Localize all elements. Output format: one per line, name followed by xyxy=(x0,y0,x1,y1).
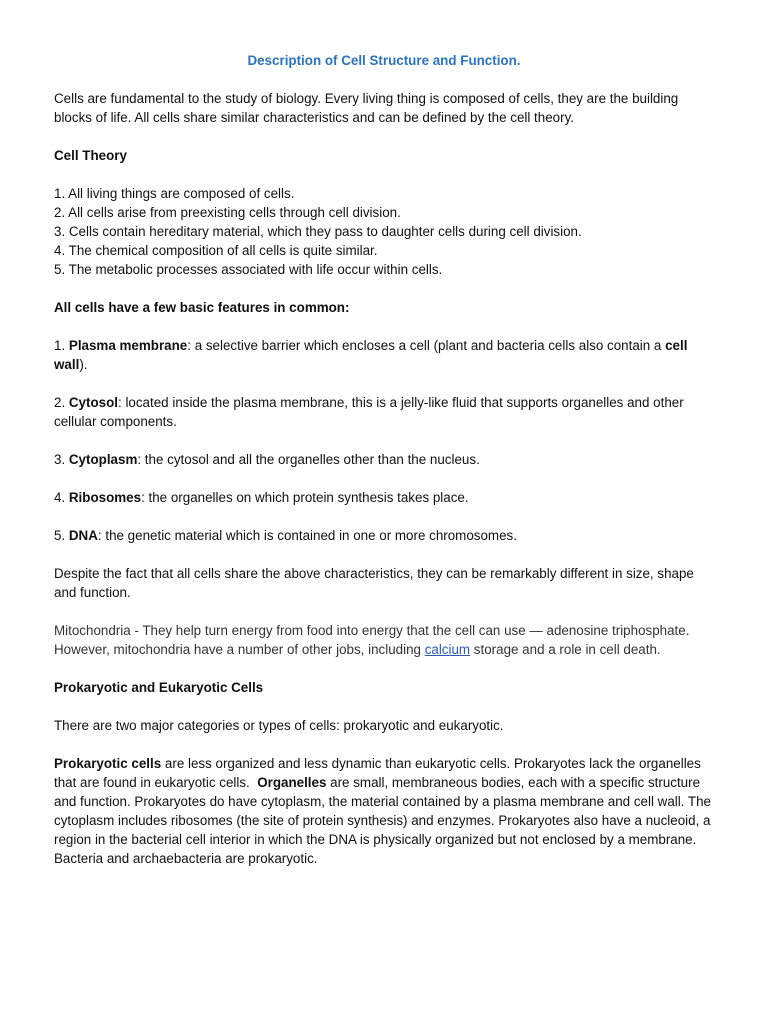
feature-term: Cytoplasm xyxy=(68,452,138,467)
cell-theory-heading: Cell Theory xyxy=(54,148,127,163)
feature-number: 5. xyxy=(54,528,69,543)
feature-number: 1. xyxy=(54,338,69,353)
organelles-text: are small, membraneous bodies, each with a specific structure and function. Prokaryotes do have cytoplasm, the material contained by a plasma membrane and cell wall. The cytoplasm includes ribosomes (the site of protein synthesis) and enzymes. Prokaryotes also have a nucleoid, a region in the bacterial cell interior in which the DNA is physically organized but not enclosed by a membrane. Bacteria and archaebacteria are prokaryotic. xyxy=(54,775,711,866)
list-item: 3. Cells contain hereditary material, which they pass to daughter cells during cell division. xyxy=(54,224,582,239)
feature-number: 3. xyxy=(54,452,69,467)
cell-theory-list xyxy=(54,184,714,279)
mito-text-after: storage and a role in cell death. xyxy=(470,642,661,657)
feature-text: : the genetic material which is contained in one or more chromosomes. xyxy=(97,528,517,543)
feature-term: Ribosomes xyxy=(68,490,142,505)
mitochondria-paragraph xyxy=(54,621,714,659)
despite-paragraph: Despite the fact that all cells share the above characteristics, they can be remarkably different in size, shape and function. xyxy=(54,566,694,600)
feature-item-plasma-membrane xyxy=(54,336,714,374)
feature-tail: ). xyxy=(79,357,88,372)
prokaryotic-eukaryotic-heading: Prokaryotic and Eukaryotic Cells xyxy=(54,680,264,695)
list-item: 2. All cells arise from preexisting cells through cell division. xyxy=(54,205,401,220)
feature-term: DNA xyxy=(68,528,98,543)
feature-text: : located inside the plasma membrane, this is a jelly-like fluid that supports organelles and other cellular components. xyxy=(54,395,684,429)
list-item: 4. The chemical composition of all cells is quite similar. xyxy=(54,243,378,258)
feature-term: Cytosol xyxy=(68,395,118,410)
feature-term-cell-wall: cell wall xyxy=(54,338,688,372)
feature-number: 2. xyxy=(54,395,69,410)
feature-item-dna xyxy=(54,526,714,545)
intro-paragraph: Cells are fundamental to the study of biology. Every living thing is composed of cells, they are the building blocks of life. All cells share similar characteristics and can be defined by the cell theory. xyxy=(54,91,679,125)
list-item: 1. All living things are composed of cells. xyxy=(54,186,295,201)
feature-text: : the cytosol and all the organelles other than the nucleus. xyxy=(137,452,480,467)
feature-text: : the organelles on which protein synthesis takes place. xyxy=(141,490,469,505)
features-heading: All cells have a few basic features in common: xyxy=(54,300,350,315)
list-item: 5. The metabolic processes associated with life occur within cells. xyxy=(54,262,443,277)
feature-item-ribosomes xyxy=(54,488,714,507)
categories-paragraph: There are two major categories or types of cells: prokaryotic and eukaryotic. xyxy=(54,718,504,733)
feature-text: : a selective barrier which encloses a cell (plant and bacteria cells also contain a xyxy=(187,338,666,353)
feature-number: 4. xyxy=(54,490,69,505)
organelles-term: Organelles xyxy=(257,775,327,790)
page-title: Description of Cell Structure and Function. xyxy=(247,53,521,68)
mito-text-before: Mitochondria - They help turn energy from food into energy that the cell can use — adenosine triphosphate. However, mitochondria have a number of other jobs, including xyxy=(54,623,690,657)
prokaryotic-paragraph xyxy=(54,754,714,868)
calcium-link[interactable]: calcium xyxy=(424,642,471,657)
feature-item-cytoplasm xyxy=(54,450,714,469)
feature-term: Plasma membrane xyxy=(68,338,188,353)
feature-item-cytosol xyxy=(54,393,714,431)
prokaryotic-text: are less organized and less dynamic than eukaryotic cells. Prokaryotes lack the organelles that are found in eukaryotic cells. xyxy=(54,756,705,790)
prokaryotic-term: Prokaryotic cells xyxy=(54,756,162,771)
